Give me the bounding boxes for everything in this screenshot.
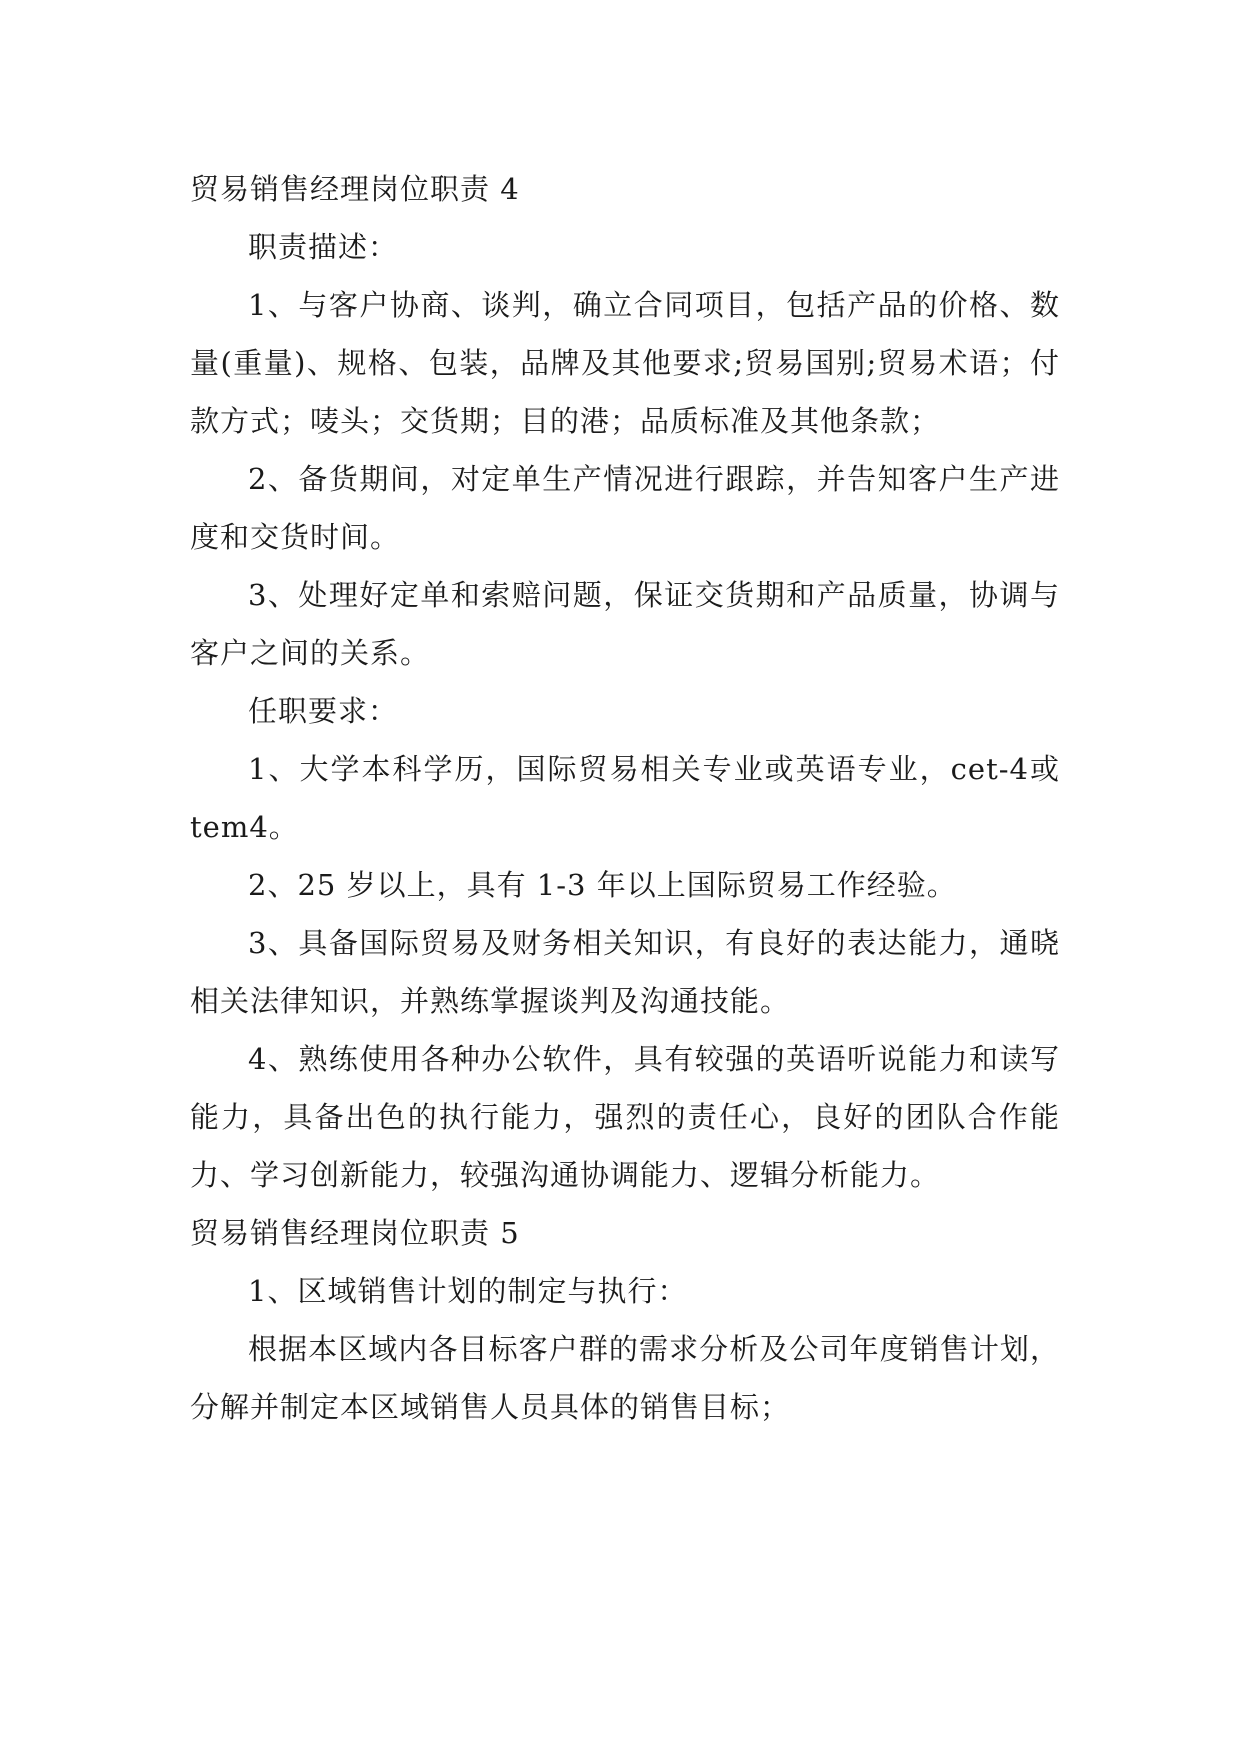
paragraph: 2、备货期间，对定单生产情况进行跟踪，并告知客户生产进度和交货时间。 (190, 462, 1060, 554)
document-body (190, 160, 1060, 1436)
paragraph: 1、大学本科学历，国际贸易相关专业或英语专业，cet-4或 tem4。 (190, 752, 1060, 844)
paragraph: 1、与客户协商、谈判，确立合同项目，包括产品的价格、数量(重量)、规格、包装，品牌及其他要求;贸易国别;贸易术语；付款方式；唛头；交货期；目的港；品质标准及其他条款； (190, 288, 1060, 438)
paragraph: 4、熟练使用各种办公软件，具有较强的英语听说能力和读写能力，具备出色的执行能力，强烈的责任心，良好的团队合作能力、学习创新能力，较强沟通协调能力、逻辑分析能力。 (190, 1042, 1060, 1192)
paragraph: 3、处理好定单和索赔问题，保证交货期和产品质量，协调与客户之间的关系。 (190, 578, 1060, 670)
paragraph: 2、25 岁以上，具有 1-3 年以上国际贸易工作经验。 (248, 868, 957, 902)
paragraph: 任职要求： (248, 694, 399, 728)
paragraph: 3、具备国际贸易及财务相关知识，有良好的表达能力，通晓相关法律知识，并熟练掌握谈判及沟通技能。 (190, 926, 1060, 1018)
paragraph: 根据本区域内各目标客户群的需求分析及公司年度销售计划，分解并制定本区域销售人员具体的销售目标； (190, 1332, 1060, 1424)
section-heading: 贸易销售经理岗位职责 5 (190, 1216, 520, 1250)
paragraph: 1、区域销售计划的制定与执行： (248, 1274, 688, 1308)
paragraph: 职责描述： (248, 230, 399, 264)
section-heading: 贸易销售经理岗位职责 4 (190, 172, 520, 206)
